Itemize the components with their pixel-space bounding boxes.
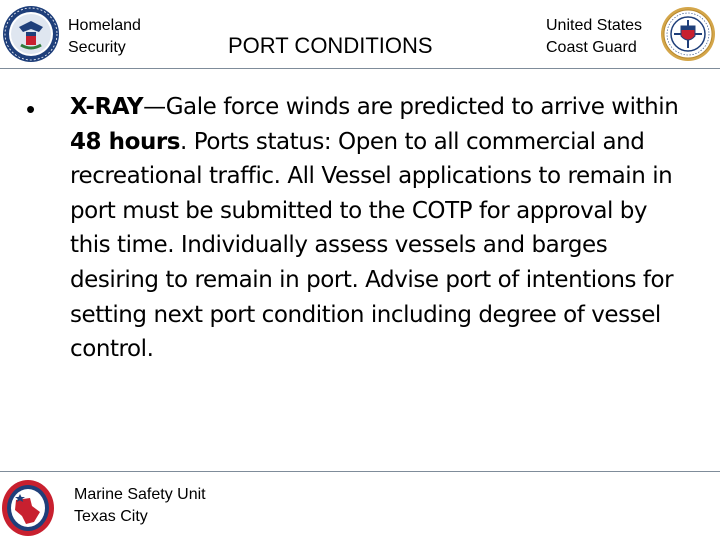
bullet-marker: • [26, 94, 36, 124]
homeland-security-label [68, 15, 141, 59]
port-condition-description [70, 90, 690, 367]
description-part1: Gale force winds are predicted to arrive within [165, 94, 679, 120]
homeland-label-line1: Homeland [68, 17, 141, 34]
condition-name: X-RAY [70, 94, 144, 120]
unit-name-line1: Marine Safety Unit [74, 486, 206, 503]
footer-divider [0, 471, 720, 472]
condition-dash: — [143, 94, 166, 120]
coast-guard-label [546, 15, 642, 59]
msu-texas-logo-icon [0, 478, 56, 538]
unit-name-line2: Texas City [74, 508, 148, 525]
description-part2: . Ports status: Open to all commercial and recreational traffic. All Vessel applications to remain in port must be submitted to the COTP for approval by this time. Individually assess vessels and barges desiring to remain in port. Advise port of intentions for setting next port condition including degree of vessel control. [70, 128, 674, 363]
page-title: PORT CONDITIONS [228, 33, 433, 58]
dhs-seal-icon [2, 5, 60, 63]
unit-name [74, 484, 206, 528]
coast-guard-label-line2: Coast Guard [546, 39, 637, 56]
homeland-label-line2: Security [68, 39, 126, 56]
header-divider [0, 68, 720, 69]
uscg-seal-icon [660, 6, 716, 62]
coast-guard-label-line1: United States [546, 17, 643, 34]
time-window: 48 hours [70, 128, 180, 155]
